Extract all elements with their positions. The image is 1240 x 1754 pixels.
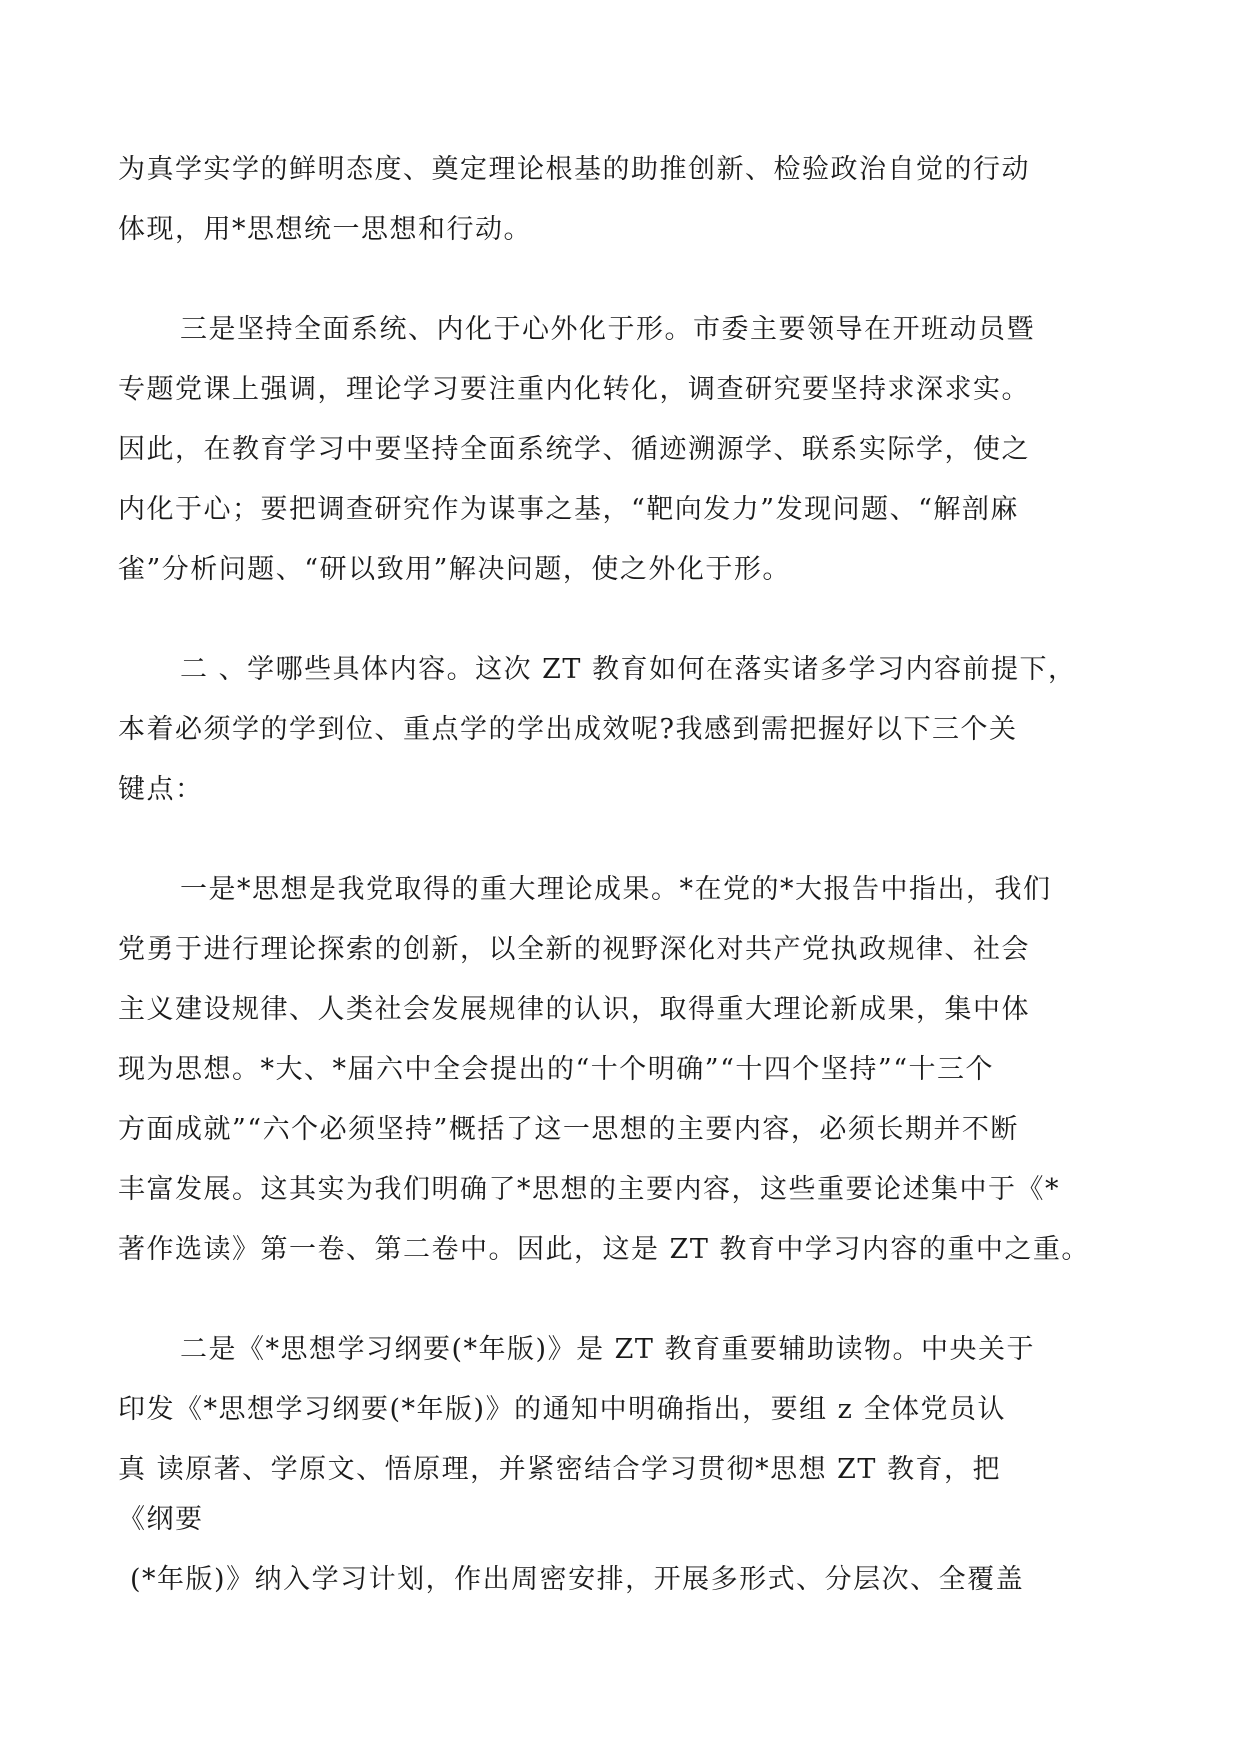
text-line: 因此，在教育学习中要坚持全面系统学、循迹溯源学、联系实际学，使之	[118, 434, 1030, 465]
text-line: (*年版)》纳入学习计划，作出周密安排，开展多形式、分层次、全覆盖	[130, 1564, 1025, 1595]
text-line: 内化于心；要把调查研究作为谋事之基，“靶向发力”发现问题、“解剖麻	[118, 494, 1019, 525]
text-line: 专题党课上强调，理论学习要注重内化转化，调查研究要坚持求深求实。	[118, 374, 1030, 405]
text-line: 键点：	[118, 774, 204, 805]
text-line: 雀”分析问题、“研以致用”解决问题，使之外化于形。	[118, 554, 791, 585]
text-line: 本着必须学的学到位、重点学的学出成效呢?我感到需把握好以下三个关	[118, 714, 1018, 745]
text-line: 著作选读》第一卷、第二卷中。因此，这是 ZT 教育中学习内容的重中之重。	[118, 1234, 1090, 1265]
text-line: 《纲要	[118, 1504, 204, 1535]
text-line: 真 读原著、学原文、悟原理，并紧密结合学习贯彻*思想 ZT 教育，把	[118, 1454, 1002, 1485]
text-line: 印发《*思想学习纲要(*年版)》的通知中明确指出，要组 z 全体党员认	[118, 1394, 1006, 1425]
text-line: 现为思想。*大、*届六中全会提出的“十个明确”“十四个坚持”“十三个	[118, 1054, 995, 1085]
paragraph-start-line: 一是*思想是我党取得的重大理论成果。*在党的*大报告中指出，我们	[180, 874, 1052, 905]
text-line: 党勇于进行理论探索的创新，以全新的视野深化对共产党执政规律、社会	[118, 934, 1030, 965]
text-line: 方面成就”“六个必须坚持”概括了这一思想的主要内容，必须长期并不断	[118, 1114, 1019, 1145]
text-line: 主义建设规律、人类社会发展规律的认识，取得重大理论新成果，集中体	[118, 994, 1030, 1025]
section-heading-line: 二 、学哪些具体内容。这次 ZT 教育如何在落实诸多学习内容前提下，	[180, 654, 1077, 685]
text-line: 体现，用*思想统一思想和行动。	[118, 214, 532, 245]
text-line: 丰富发展。这其实为我们明确了*思想的主要内容，这些重要论述集中于《*	[118, 1174, 1060, 1205]
paragraph-start-line: 三是坚持全面系统、内化于心外化于形。市委主要领导在开班动员暨	[180, 314, 1035, 345]
text-line: 为真学实学的鲜明态度、奠定理论根基的助推创新、检验政治自觉的行动	[118, 154, 1030, 185]
paragraph-start-line: 二是《*思想学习纲要(*年版)》是 ZT 教育重要辅助读物。中央关于	[180, 1334, 1036, 1365]
